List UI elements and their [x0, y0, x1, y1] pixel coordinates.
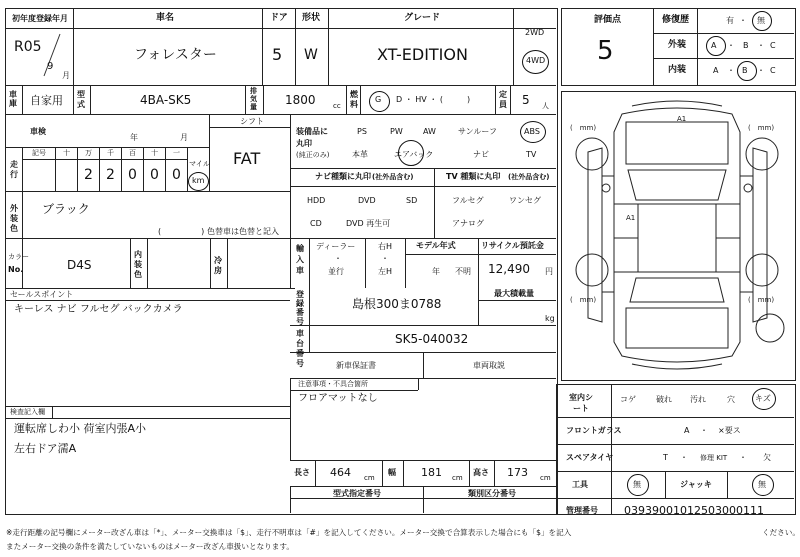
inspector-line-2: 左右ドア濡A: [14, 442, 77, 455]
mileage-label: 走行: [10, 160, 18, 179]
wheel-rear-right: [746, 254, 778, 286]
import-dot-1: ・: [334, 254, 342, 263]
nav-dvd: DVD: [358, 196, 376, 205]
mileage-digit-2: 0: [128, 167, 137, 183]
nav-sd: SD: [406, 196, 418, 205]
spare-tire: [756, 314, 784, 342]
interior-label: 内装: [668, 65, 687, 75]
color-note: 色替車は色替と記入: [207, 227, 279, 236]
windshield-x: ×要ス: [718, 426, 741, 435]
color-label: 外装色: [10, 204, 18, 233]
equip-airbag: エアバック: [394, 150, 434, 159]
front-bumper: [632, 101, 722, 106]
height-label: 高さ: [473, 468, 489, 477]
displacement-label: 排気量: [250, 87, 257, 111]
import-dot-2: ・: [381, 254, 389, 263]
seat-dirt: 汚れ: [690, 395, 706, 404]
seat-burn: コゲ: [620, 395, 636, 404]
car-hood: [626, 122, 728, 164]
seat-scratch: キズ: [755, 394, 771, 403]
color-value: ブラック: [42, 202, 90, 216]
mirror-left: [602, 184, 610, 192]
capacity-value: 5: [522, 93, 530, 107]
wheel-front-right: [746, 138, 778, 170]
nav-title: ナビ種類に丸印: [315, 172, 371, 181]
tv-oneseg: ワンセグ: [509, 196, 541, 205]
drive-2wd: 2WD: [525, 28, 545, 37]
mileage-digit-1: 2: [106, 167, 115, 183]
interior-dot-2: ・: [757, 66, 765, 75]
digit-label-0: 十: [63, 149, 70, 157]
displacement-value: 1800: [285, 93, 316, 107]
diagram-mark-side: A1: [626, 214, 636, 222]
equip-navi: ナビ: [473, 150, 489, 159]
chassis-value: SK5-040032: [395, 332, 469, 346]
car-rear-window: [630, 278, 724, 302]
sales-point-value: キーレス ナビ フルセグ バックカメラ: [14, 304, 183, 315]
height-value: 173: [507, 466, 528, 479]
height-unit: cm: [540, 474, 551, 482]
exterior-label: 外装: [668, 40, 687, 50]
max-load-label: 最大積載量: [494, 289, 534, 298]
windshield-label: フロントガラス: [566, 426, 622, 435]
import-parallel: 並行: [328, 267, 344, 276]
equip-ps: PS: [357, 127, 367, 136]
repair-no: 無: [757, 16, 765, 25]
tire-bracket-rr: ( mm): [748, 296, 775, 304]
first-reg-label: 初年度登録年月: [12, 14, 68, 23]
exterior-b: B: [743, 41, 749, 50]
door-label: ドア: [270, 13, 288, 23]
usage-label: 車庫: [9, 90, 17, 108]
interior-dot-1: ・: [727, 66, 735, 75]
car-name-value: フォレスター: [134, 47, 217, 63]
footer-line-1: ※走行距離の記号欄にメーター改ざん車は「*」、メーター交換車は「$」、走行不明車は「#」を記入してください。メーター交換で合算表示した場合にも「$」を記入: [6, 528, 572, 537]
diagram-mark-top: A1: [677, 115, 687, 123]
car-trunk: [626, 308, 728, 348]
spare-kit: 修理 KIT: [700, 454, 728, 462]
spare-dot-1: ・: [680, 453, 688, 462]
footer-line-2: ください。: [762, 528, 800, 537]
car-name-label: 車名: [156, 13, 175, 23]
door-count: 5: [272, 45, 283, 64]
tire-bracket-rl: ( mm): [570, 296, 597, 304]
jack-label: ジャッキ: [680, 480, 712, 489]
exterior-a: A: [711, 41, 717, 50]
repair-label: 修復歴: [662, 15, 690, 25]
length-label: 長さ: [294, 468, 310, 477]
import-label: 輸入車: [296, 244, 304, 275]
fuel-other: D ・ HV ・ ( ): [396, 95, 471, 104]
grade-value: XT-EDITION: [377, 45, 468, 64]
digit-label-2: 千: [107, 149, 114, 157]
displacement-unit: cc: [333, 102, 341, 110]
capacity-unit: 人: [542, 102, 549, 110]
fuel-label: 燃料: [350, 90, 358, 109]
shift-label: シフト: [240, 117, 264, 126]
interior-a: A: [713, 66, 719, 75]
interior-b: B: [742, 66, 748, 75]
warranty-new: 新車保証書: [336, 361, 376, 370]
footer-line-3: またメーター交換の条件を満たしていないものはメーター改ざん車扱いとなります。: [6, 542, 294, 551]
digit-label-3: 百: [129, 149, 136, 157]
shape-value: W: [304, 47, 318, 63]
shape-label: 形状: [302, 13, 321, 23]
sales-point-label: セールスポイント: [10, 290, 74, 299]
notes-value: フロアマットなし: [298, 393, 378, 404]
spare-t: T: [663, 453, 668, 462]
shaken-month-unit: 月: [180, 133, 188, 142]
drive-4wd: 4WD: [526, 56, 546, 65]
record-label: 記号: [32, 149, 46, 157]
width-label: 幅: [388, 468, 396, 477]
color-no-label-bottom: No.: [8, 265, 24, 274]
type-number-label: 型式指定番号: [333, 489, 381, 498]
model-label: 型式: [77, 90, 85, 109]
model-year-label: モデル年式: [416, 241, 456, 250]
tools-label: 工具: [572, 480, 588, 489]
management-value: 0393900101250300011​1: [624, 504, 764, 517]
color-note-paren: ( ): [158, 227, 205, 236]
mileage-digit-4: 0: [172, 167, 181, 183]
length-value: 464: [330, 466, 351, 479]
car-roof: [638, 204, 716, 272]
km-label: km: [192, 176, 205, 185]
nav-hdd: HDD: [307, 196, 326, 205]
repair-sep: ・: [739, 16, 747, 25]
capacity-label: 定員: [499, 90, 507, 109]
mileage-digit-3: 0: [150, 167, 159, 183]
usage-value: 自家用: [30, 94, 63, 107]
fuel-g: G: [375, 95, 382, 104]
management-label: 管理番号: [566, 506, 598, 515]
class-number-label: 類別区分番号: [468, 489, 516, 498]
spare-label: スペアタイヤ: [566, 453, 614, 462]
interior-c: C: [770, 66, 776, 75]
tv-analog: アナログ: [452, 219, 484, 228]
tools-value: 無: [633, 480, 641, 489]
first-reg-era: R05: [14, 39, 42, 55]
inspector-label: 検査記入欄: [10, 408, 45, 416]
inspector-line-1: 運転席しわ小 荷室内張A小: [14, 422, 147, 435]
car-windshield: [628, 170, 726, 200]
wheel-front-left: [576, 138, 608, 170]
recycle-value: 12,490: [488, 262, 530, 276]
digit-label-1: 万: [85, 149, 92, 157]
import-dealer: ディーラー: [316, 242, 356, 251]
seat-label: 室内シート: [569, 393, 593, 413]
shaken-year-unit: 年: [130, 133, 138, 142]
color-no-label-top: カラー: [8, 253, 29, 261]
model-year-unit: 年: [432, 267, 440, 276]
repair-yes: 有: [726, 16, 734, 25]
equip-pw: PW: [390, 127, 403, 136]
shift-value: FAT: [233, 149, 261, 168]
rear-bumper: [632, 364, 722, 369]
tv-note: (社外品含む): [508, 173, 550, 181]
import-right: 右H: [378, 242, 393, 251]
color-no-value: D4S: [67, 258, 92, 272]
score-label: 評価点: [594, 15, 622, 25]
jack-value: 無: [758, 480, 766, 489]
tire-bracket-fl: ( mm): [570, 124, 597, 132]
recycle-label: リサイクル預託金: [481, 241, 544, 250]
nav-note: (社外品含む): [372, 173, 414, 181]
spare-dot-2: ・: [739, 453, 747, 462]
spare-missing: 欠: [763, 453, 771, 462]
shaken-label: 車検: [30, 127, 46, 136]
exterior-dot-2: ・: [757, 41, 765, 50]
notes-label: 注意事項・不具合箇所: [298, 380, 368, 388]
windshield-dot: ・: [700, 426, 708, 435]
digit-label-5: 一: [173, 149, 180, 157]
digit-label-4: 十: [151, 149, 158, 157]
equip-abs: ABS: [524, 127, 540, 136]
recycle-unit: 円: [545, 267, 553, 276]
exterior-c: C: [770, 41, 776, 50]
nav-dvd-play: DVD 再生可: [346, 219, 391, 228]
mile-label: マイル: [189, 160, 210, 168]
tire-bracket-fr: ( mm): [748, 124, 775, 132]
score-value: 5: [597, 36, 614, 66]
windshield-a: A: [684, 426, 690, 435]
nav-cd: CD: [310, 219, 322, 228]
plate-value: 島根300ま0788: [352, 297, 442, 311]
equip-leather: 本革: [352, 150, 368, 159]
mileage-digit-0: 2: [84, 167, 93, 183]
seat-hole: 穴: [727, 395, 735, 404]
equip-aw: AW: [423, 127, 436, 136]
cooler-label: 冷房: [214, 256, 222, 275]
wheel-rear-left: [576, 254, 608, 286]
car-diagram-svg: [562, 92, 793, 378]
width-unit: cm: [452, 474, 463, 482]
interior-color-label: 内装色: [134, 250, 142, 279]
chassis-label: 車台番号: [296, 329, 304, 368]
exterior-dot-1: ・: [727, 41, 735, 50]
max-load-unit: kg: [545, 314, 555, 323]
equip-label-3: (純正のみ): [296, 151, 330, 159]
model-value: 4BA-SK5: [140, 93, 192, 107]
equip-sunroof: サンルーフ: [458, 127, 497, 136]
equip-tv: TV: [526, 150, 537, 159]
mirror-right: [744, 184, 752, 192]
import-left: 左H: [378, 267, 393, 276]
seat-tear: 破れ: [656, 395, 672, 404]
grade-label: グレード: [404, 13, 441, 23]
length-unit: cm: [364, 474, 375, 482]
equip-label-1: 装備品に: [296, 127, 328, 136]
tv-fullseg: フルセグ: [452, 196, 484, 205]
first-reg-month: 9: [47, 61, 54, 72]
equip-label-2: 丸印: [296, 139, 312, 148]
width-value: 181: [421, 466, 442, 479]
month-unit: 月: [62, 71, 70, 80]
tv-title: TV 種類に丸印: [446, 172, 501, 181]
model-year-unknown: 不明: [455, 267, 471, 276]
plate-label: 登録番号: [296, 290, 304, 326]
car-body-outline: [614, 108, 740, 362]
warranty-manual: 車両取説: [473, 361, 505, 370]
